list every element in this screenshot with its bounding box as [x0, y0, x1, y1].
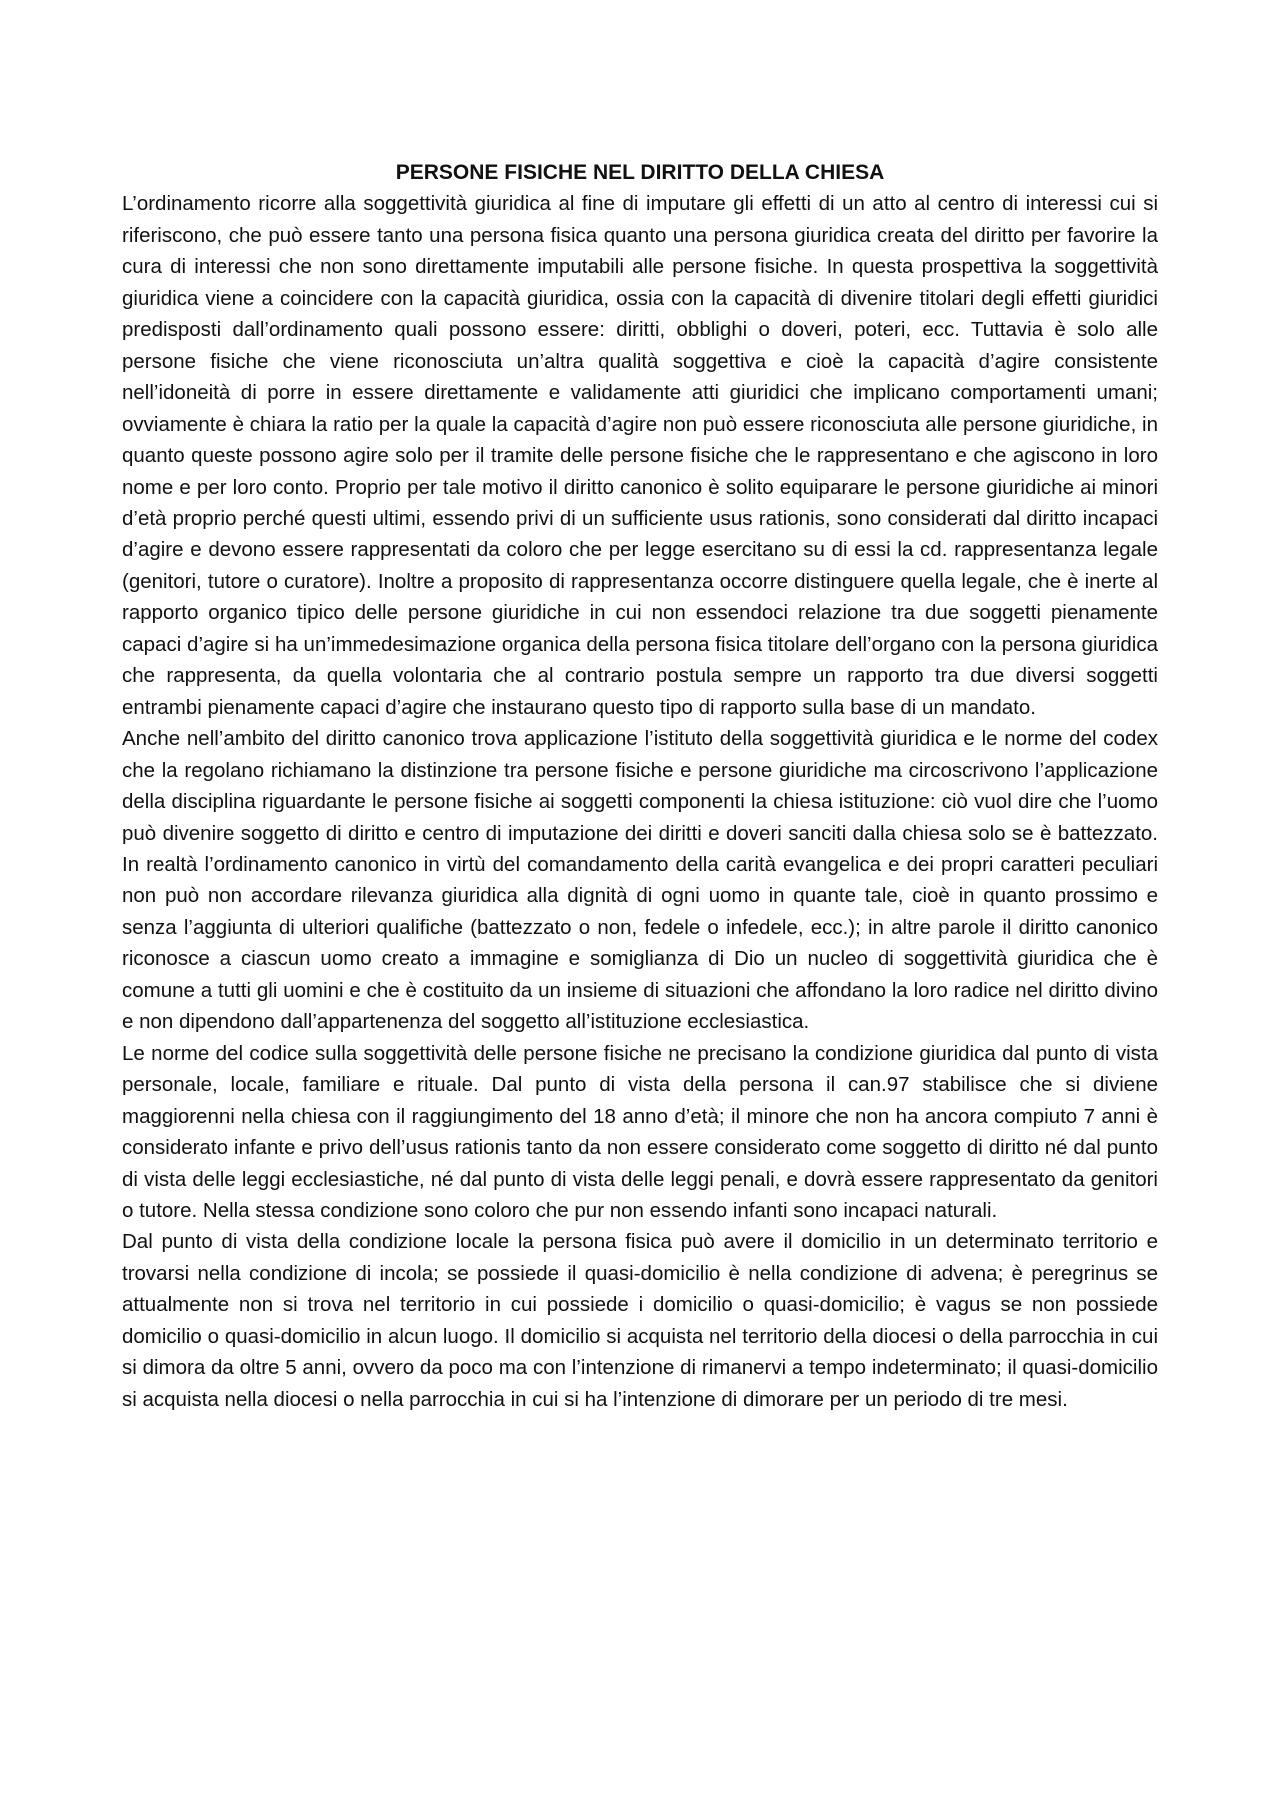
- paragraph-3: Le norme del codice sulla soggettività delle persone fisiche ne precisano la condizione giuridica dal punto di vista personale, locale, familiare e rituale. Dal punto di vista della persona il can.97 stabilisce che si diviene maggiorenni nella chiesa con il raggiungimento del 18 anno d’età; il minore che non ha ancora compiuto 7 anni è considerato infante e privo dell’usus rationis tanto da non essere considerato come soggetto di diritto né dal punto di vista delle leggi ecclesiastiche, né dal punto di vista delle leggi penali, e dovrà essere rappresentato da genitori o tutore. Nella stessa condizione sono coloro che pur non essendo infanti sono incapaci naturali.: [122, 1041, 1158, 1222]
- paragraph-4: Dal punto di vista della condizione locale la persona fisica può avere il domicilio in un determinato territorio e trovarsi nella condizione di incola; se possiede il quasi-domicilio è nella condizione di advena; è peregrinus se attualmente non si trova nel territorio in cui possiede i domicilio o quasi-domicilio; è vagus se non possiede domicilio o quasi-domicilio in alcun luogo. Il domicilio si acquista nel territorio della diocesi o della parrocchia in cui si dimora da oltre 5 anni, ovvero da poco ma con l’intenzione di rimanervi a tempo indeterminato; il quasi-domicilio si acquista nella diocesi o nella parrocchia in cui si ha l’intenzione di dimorare per un periodo di tre mesi.: [122, 1230, 1158, 1411]
- page-title: PERSONE FISICHE NEL DIRITTO DELLA CHIESA: [395, 161, 885, 184]
- paragraph-1: L’ordinamento ricorre alla soggettività giuridica al fine di imputare gli effetti di un atto al centro di interessi cui si riferiscono, che può essere tanto una persona fisica quanto una persona giuridica creata del diritto per favorire la cura di interessi che non sono direttamente imputabili alle persone fisiche. In questa prospettiva la soggettività giuridica viene a coincidere con la capacità giuridica, ossia con la capacità di divenire titolari degli effetti giuridici predisposti dall’ordinamento quali possono essere: diritti, obblighi o doveri, poteri, ecc. Tuttavia è solo alle persone fisiche che viene riconosciuta un’altra qualità soggettiva e cioè la capacità d’agire consistente nell’idoneità di porre in essere direttamente e validamente atti giuridici che implicano comportamenti umani; ovviamente è chiara la ratio per la quale la capacità d’agire non può essere riconosciuta alle persone giuridiche, in quanto queste possono agire solo per il tramite delle persone fisiche che le rappresentano e che agiscono in loro nome e per loro conto. Proprio per tale motivo il diritto canonico è solito equiparare le persone giuridiche ai minori d’età proprio perché questi ultimi, essendo privi di un sufficiente usus rationis, sono considerati dal diritto incapaci d’agire e devono essere rappresentati da coloro che per legge esercitano su di essi la cd. rappresentanza legale (genitori, tutore o curatore). Inoltre a proposito di rappresentanza occorre distinguere quella legale, che è inerte al rapporto organico tipico delle persone giuridiche in cui non essendoci relazione tra due soggetti pienamente capaci d’agire si ha un’immedesimazione organica della persona fisica titolare dell’organo con la persona giuridica che rappresenta, da quella volontaria che al contrario postula sempre un rapporto tra due diversi soggetti entrambi pienamente capaci d’agire che instaurano questo tipo di rapporto sulla base di un mandato.: [122, 192, 1158, 719]
- paragraph-2: Anche nell’ambito del diritto canonico trova applicazione l’istituto della soggettività giuridica e le norme del codex che la regolano richiamano la distinzione tra persone fisiche e persone giuridiche ma circoscrivono l’applicazione della disciplina riguardante le persone fisiche ai soggetti componenti la chiesa istituzione: ciò vuol dire che l’uomo può divenire soggetto di diritto e centro di imputazione dei diritti e doveri sanciti dalla chiesa solo se è battezzato. In realtà l’ordinamento canonico in virtù del comandamento della carità evangelica e dei propri caratteri peculiari non può non accordare rilevanza giuridica alla dignità di ogni uomo in quante tale, cioè in quanto prossimo e senza l’aggiunta di ulteriori qualifiche (battezzato o non, fedele o infedele, ecc.); in altre parole il diritto canonico riconosce a ciascun uomo creato a immagine e somiglianza di Dio un nucleo di soggettività giuridica che è comune a tutti gli uomini e che è costituito da un insieme di situazioni che affondano la loro radice nel diritto divino e non dipendono dall’appartenenza del soggetto all’istituzione ecclesiastica.: [122, 727, 1158, 1034]
- document-body: [122, 157, 1158, 1415]
